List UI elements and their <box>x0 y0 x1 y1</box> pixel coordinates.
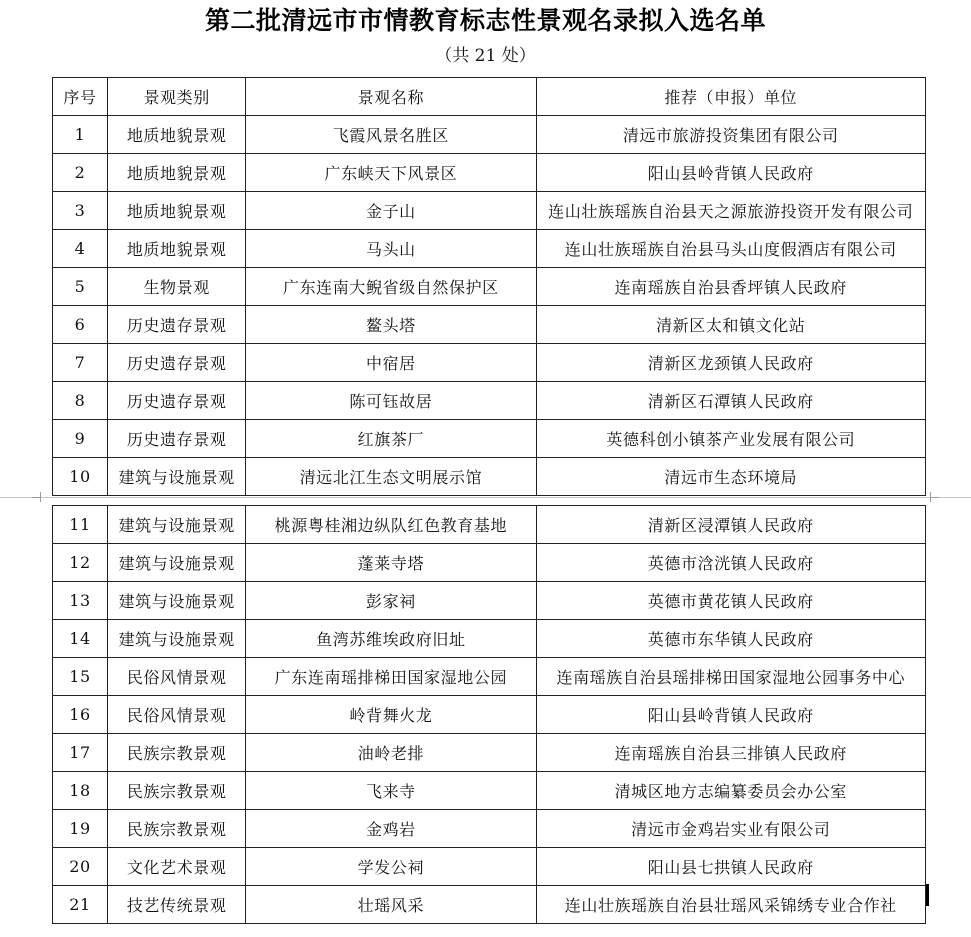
cell-landscape-category: 生物景观 <box>108 268 246 306</box>
cell-serial-number: 10 <box>53 458 108 496</box>
cell-landscape-name: 金子山 <box>246 192 536 230</box>
document-title: 第二批清远市市情教育标志性景观名录拟入选名单 <box>204 6 766 35</box>
cell-recommending-unit: 阳山县岭背镇人民政府 <box>536 154 925 192</box>
cell-serial-number: 18 <box>53 772 108 810</box>
cell-serial-number: 5 <box>53 268 108 306</box>
cell-recommending-unit: 清远市金鸡岩实业有限公司 <box>536 810 925 848</box>
table-row <box>53 382 926 420</box>
cell-recommending-unit: 连山壮族瑶族自治县天之源旅游投资开发有限公司 <box>536 192 925 230</box>
cell-serial-number: 9 <box>53 420 108 458</box>
cell-landscape-category: 民族宗教景观 <box>108 810 246 848</box>
cell-landscape-name: 广东连南大鲵省级自然保护区 <box>246 268 536 306</box>
table-row <box>53 306 926 344</box>
page-corner-mark-left <box>40 492 49 502</box>
table-row <box>53 886 926 924</box>
cell-landscape-name: 飞霞风景名胜区 <box>246 116 536 154</box>
cell-recommending-unit: 阳山县岭背镇人民政府 <box>536 696 925 734</box>
table-row <box>53 658 926 696</box>
cell-recommending-unit: 阳山县七拱镇人民政府 <box>536 848 925 886</box>
table-row <box>53 620 926 658</box>
cell-recommending-unit: 英德市东华镇人民政府 <box>536 620 925 658</box>
table-row <box>53 772 926 810</box>
cell-serial-number: 20 <box>53 848 108 886</box>
cell-landscape-name: 彭家祠 <box>246 582 536 620</box>
cell-recommending-unit: 清新区浸潭镇人民政府 <box>536 506 925 544</box>
cell-landscape-category: 历史遗存景观 <box>108 306 246 344</box>
cell-landscape-category: 民俗风情景观 <box>108 696 246 734</box>
cell-landscape-name: 广东连南瑶排梯田国家湿地公园 <box>246 658 536 696</box>
cell-serial-number: 19 <box>53 810 108 848</box>
table-row <box>53 154 926 192</box>
cell-landscape-category: 技艺传统景观 <box>108 886 246 924</box>
cell-landscape-name: 壮瑶风采 <box>246 886 536 924</box>
cell-landscape-name: 岭背舞火龙 <box>246 696 536 734</box>
page-break-line <box>0 497 971 498</box>
cell-landscape-name: 桃源粤桂湘边纵队红色教育基地 <box>246 506 536 544</box>
cell-recommending-unit: 连南瑶族自治县瑶排梯田国家湿地公园事务中心 <box>536 658 925 696</box>
cell-landscape-name: 中宿居 <box>246 344 536 382</box>
cell-serial-number: 12 <box>53 544 108 582</box>
cell-recommending-unit: 英德市浛洸镇人民政府 <box>536 544 925 582</box>
table-header-row <box>53 78 926 116</box>
header-serial-number: 序号 <box>53 78 108 116</box>
table-body-page-2 <box>53 506 926 924</box>
cell-landscape-name: 广东峡天下风景区 <box>246 154 536 192</box>
cell-recommending-unit: 清新区龙颈镇人民政府 <box>536 344 925 382</box>
cell-landscape-category: 地质地貌景观 <box>108 230 246 268</box>
page-corner-tick-left <box>32 497 40 498</box>
table-row <box>53 582 926 620</box>
cell-landscape-category: 建筑与设施景观 <box>108 582 246 620</box>
cell-landscape-category: 民族宗教景观 <box>108 772 246 810</box>
cell-serial-number: 16 <box>53 696 108 734</box>
table-row <box>53 734 926 772</box>
cell-serial-number: 7 <box>53 344 108 382</box>
cell-serial-number: 11 <box>53 506 108 544</box>
cell-recommending-unit: 连山壮族瑶族自治县壮瑶风采锦绣专业合作社 <box>536 886 925 924</box>
cell-landscape-category: 建筑与设施景观 <box>108 506 246 544</box>
listing-table-page-2 <box>52 505 926 924</box>
cell-recommending-unit: 英德市黄花镇人民政府 <box>536 582 925 620</box>
cell-landscape-category: 建筑与设施景观 <box>108 458 246 496</box>
header-landscape-name: 景观名称 <box>246 78 536 116</box>
cell-landscape-category: 地质地貌景观 <box>108 116 246 154</box>
table-row <box>53 230 926 268</box>
table-row <box>53 696 926 734</box>
cell-serial-number: 13 <box>53 582 108 620</box>
table-body-page-1 <box>53 116 926 496</box>
cell-landscape-name: 陈可钰故居 <box>246 382 536 420</box>
cell-landscape-name: 蓬莱寺塔 <box>246 544 536 582</box>
cell-landscape-name: 学发公祠 <box>246 848 536 886</box>
cell-landscape-category: 历史遗存景观 <box>108 344 246 382</box>
cell-landscape-category: 历史遗存景观 <box>108 382 246 420</box>
cell-recommending-unit: 连南瑶族自治县香坪镇人民政府 <box>536 268 925 306</box>
cell-landscape-category: 民族宗教景观 <box>108 734 246 772</box>
table-row <box>53 848 926 886</box>
cell-landscape-name: 红旗茶厂 <box>246 420 536 458</box>
cell-landscape-name: 马头山 <box>246 230 536 268</box>
header-landscape-category: 景观类别 <box>108 78 246 116</box>
cell-serial-number: 14 <box>53 620 108 658</box>
table-row <box>53 116 926 154</box>
header-recommending-unit: 推荐（申报）单位 <box>536 78 925 116</box>
cell-recommending-unit: 清新区太和镇文化站 <box>536 306 925 344</box>
document-subtitle: （共 21 处） <box>435 46 536 66</box>
cell-landscape-name: 鱼湾苏维埃政府旧址 <box>246 620 536 658</box>
cell-serial-number: 6 <box>53 306 108 344</box>
cell-serial-number: 17 <box>53 734 108 772</box>
cell-recommending-unit: 清城区地方志编纂委员会办公室 <box>536 772 925 810</box>
cell-serial-number: 15 <box>53 658 108 696</box>
table-row <box>53 544 926 582</box>
cell-recommending-unit: 英德科创小镇茶产业发展有限公司 <box>536 420 925 458</box>
cell-recommending-unit: 连山壮族瑶族自治县马头山度假酒店有限公司 <box>536 230 925 268</box>
table-row <box>53 458 926 496</box>
cell-landscape-category: 民俗风情景观 <box>108 658 246 696</box>
cell-serial-number: 1 <box>53 116 108 154</box>
cell-landscape-name: 鳌头塔 <box>246 306 536 344</box>
cell-landscape-category: 历史遗存景观 <box>108 420 246 458</box>
cell-recommending-unit: 清远市旅游投资集团有限公司 <box>536 116 925 154</box>
cell-serial-number: 4 <box>53 230 108 268</box>
cell-landscape-category: 建筑与设施景观 <box>108 620 246 658</box>
cell-landscape-category: 地质地貌景观 <box>108 154 246 192</box>
cell-landscape-category: 地质地貌景观 <box>108 192 246 230</box>
cell-serial-number: 2 <box>53 154 108 192</box>
page-corner-tick-right <box>931 497 939 498</box>
cell-landscape-category: 建筑与设施景观 <box>108 544 246 582</box>
listing-table-page-1 <box>52 77 926 496</box>
table-row <box>53 268 926 306</box>
cell-serial-number: 21 <box>53 886 108 924</box>
text-cursor-mark <box>926 884 929 906</box>
table-row <box>53 420 926 458</box>
cell-landscape-name: 油岭老排 <box>246 734 536 772</box>
cell-landscape-category: 文化艺术景观 <box>108 848 246 886</box>
cell-recommending-unit: 清新区石潭镇人民政府 <box>536 382 925 420</box>
cell-serial-number: 8 <box>53 382 108 420</box>
table-row <box>53 344 926 382</box>
cell-serial-number: 3 <box>53 192 108 230</box>
table-row <box>53 810 926 848</box>
cell-recommending-unit: 清远市生态环境局 <box>536 458 925 496</box>
cell-landscape-name: 金鸡岩 <box>246 810 536 848</box>
cell-landscape-name: 飞来寺 <box>246 772 536 810</box>
table-row <box>53 192 926 230</box>
cell-landscape-name: 清远北江生态文明展示馆 <box>246 458 536 496</box>
cell-recommending-unit: 连南瑶族自治县三排镇人民政府 <box>536 734 925 772</box>
table-row <box>53 506 926 544</box>
